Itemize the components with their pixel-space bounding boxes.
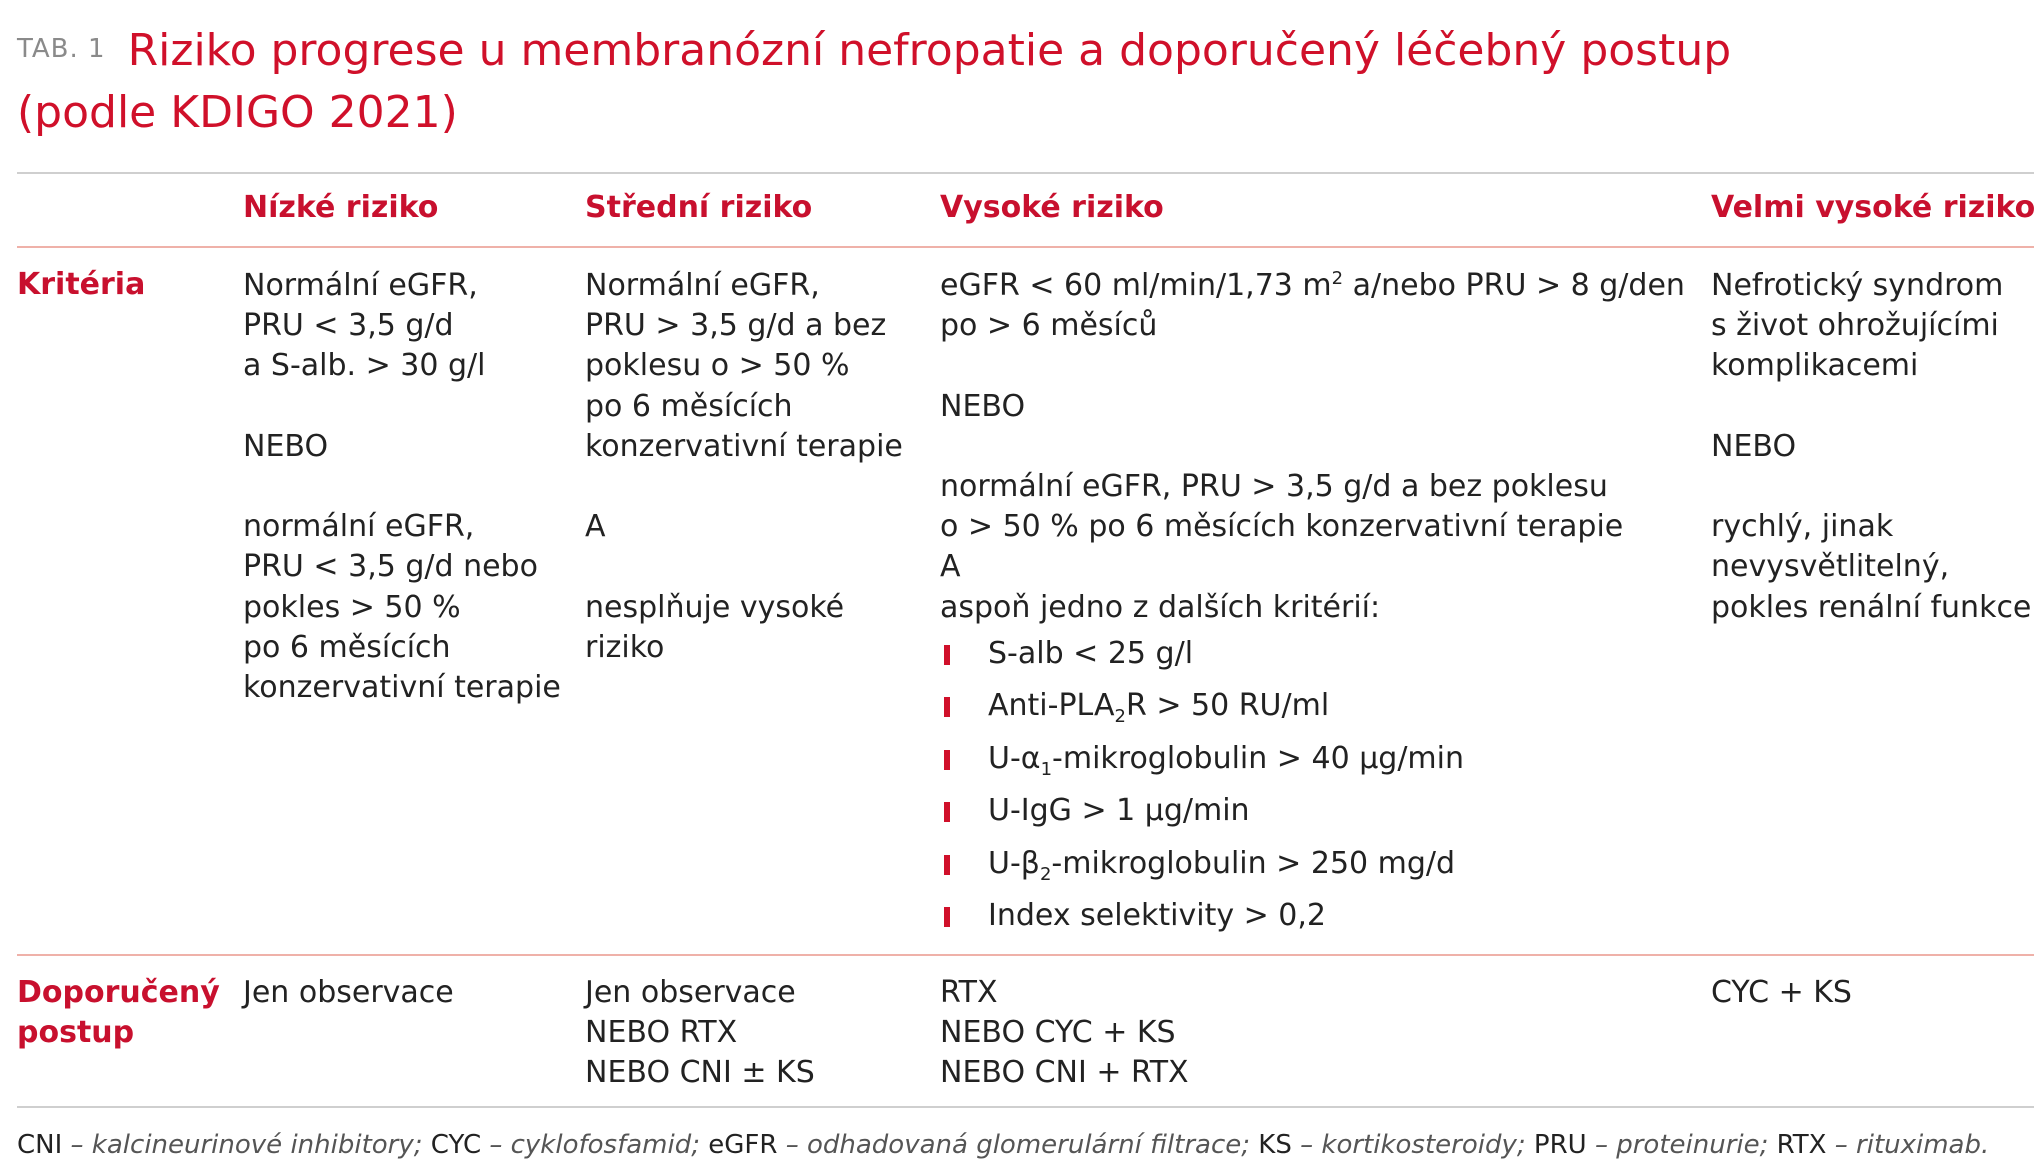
table-title (17, 18, 2017, 144)
footnote-abbr: CNI (17, 1130, 63, 1160)
treatment-line: NEBO CNI + RTX (940, 1055, 1189, 1091)
criteria-line: A (585, 509, 606, 545)
criteria-line: PRU > 3,5 g/d a bez (585, 308, 887, 344)
criteria-low-risk (243, 266, 561, 708)
criteria-line: a S-alb. > 30 g/l (243, 348, 486, 384)
footnote-def: – proteinurie; (1586, 1130, 1777, 1160)
footnote-abbr: KS (1258, 1130, 1292, 1160)
criteria-line: rychlý, jinak (1711, 509, 1894, 545)
criteria-line: nesplňuje vysoké (585, 589, 845, 625)
criteria-line: po 6 měsících (243, 629, 451, 665)
footnote-def: – kalcineurinové inhibitory; (62, 1130, 431, 1160)
top-rule (17, 172, 2034, 174)
criteria-high-risk (940, 266, 1685, 943)
treatment-line: RTX (940, 975, 998, 1010)
list-item (940, 680, 1685, 733)
criteria-line: o > 50 % po 6 měsících konzervativní terapie (940, 509, 1624, 545)
bullet-text: Index selektivity > 0,2 (988, 898, 1326, 934)
criteria-line: komplikacemi (1711, 348, 1919, 384)
bullet-text-post: -mikroglobulin > 40 µg/min (1052, 740, 1465, 776)
footnote (17, 1130, 1989, 1160)
bullet-text-post: R > 50 RU/ml (1125, 688, 1330, 724)
criteria-line (585, 547, 903, 587)
criteria-line (585, 467, 903, 507)
footnote-def: – kortikosteroidy; (1291, 1130, 1534, 1160)
criteria-line: NEBO (1711, 428, 1797, 464)
superscript: 2 (1331, 268, 1344, 289)
footnote-abbr: PRU (1533, 1130, 1587, 1160)
criteria-line (940, 427, 1685, 467)
bullet-marker (944, 645, 950, 665)
treatment-line: NEBO RTX (585, 1015, 738, 1051)
list-item (940, 785, 1685, 838)
criteria-line: pokles > 50 % (243, 589, 461, 625)
header-medium-risk: Střední riziko (585, 190, 813, 225)
criteria-medium-risk (585, 266, 903, 668)
bullet-text-post: -mikroglobulin > 250 mg/d (1051, 845, 1456, 881)
bullet-text: S-alb < 25 g/l (988, 635, 1194, 671)
title-text: Riziko progrese u membranózní nefropatie a doporučený léčebný postup (127, 25, 1732, 76)
title-line-2: (podle KDIGO 2021) (17, 87, 458, 138)
list-item (940, 628, 1685, 681)
subscript: 2 (1039, 863, 1052, 885)
criteria-line (940, 266, 1685, 306)
bullet-text: Anti-PLA (988, 688, 1115, 724)
bullet-text: U-β (988, 845, 1040, 881)
treatment-line: NEBO CYC + KS (940, 1015, 1176, 1051)
criteria-line: PRU < 3,5 g/d (243, 308, 454, 344)
subscript: 1 (1040, 758, 1053, 780)
list-item (940, 838, 1685, 891)
row-label-criteria: Kritéria (17, 267, 146, 302)
bullet-marker (944, 750, 950, 770)
criteria-line: po 6 měsících (585, 388, 793, 424)
criteria-line: riziko (585, 629, 665, 665)
pru-text: a/nebo PRU > 8 g/den (1343, 268, 1685, 303)
criteria-line (1711, 467, 2031, 507)
bullet-marker (944, 697, 950, 717)
criteria-line: Normální eGFR, (243, 268, 478, 303)
row-label-treatment (17, 973, 220, 1053)
list-item (940, 733, 1685, 786)
footnote-abbr: CYC (430, 1130, 482, 1160)
treatment-line: Jen observace (585, 975, 796, 1010)
criteria-line: aspoň jedno z dalších kritérií: (940, 589, 1381, 625)
treatment-line: CYC + KS (1711, 975, 1852, 1010)
criteria-line: Normální eGFR, (585, 268, 820, 303)
criteria-bullet-list (940, 628, 1685, 943)
criteria-line (1711, 387, 2031, 427)
bullet-marker (944, 802, 950, 822)
criteria-line: konzervativní terapie (243, 670, 561, 705)
criteria-line: poklesu o > 50 % (585, 348, 850, 384)
treatment-high-risk (940, 973, 1189, 1094)
footnote-def: – rituximab. (1826, 1130, 1990, 1160)
tab-label: TAB. 1 (17, 34, 106, 64)
footnote-def: – odhadovaná glomerulární filtrace; (777, 1130, 1259, 1160)
row-divider (17, 954, 2034, 956)
footnote-abbr: RTX (1776, 1130, 1827, 1160)
row-label-treatment-line1: Doporučený (17, 975, 220, 1010)
row-label-treatment-line2: postup (17, 1015, 135, 1050)
treatment-low-risk (243, 973, 454, 1013)
header-very-high-risk: Velmi vysoké riziko (1711, 190, 2036, 225)
criteria-line: nevysvětlitelný, (1711, 549, 1950, 585)
header-high-risk: Vysoké riziko (940, 190, 1164, 225)
criteria-line (940, 346, 1685, 386)
treatment-medium-risk (585, 973, 815, 1094)
criteria-line: NEBO (243, 428, 329, 464)
criteria-line: normální eGFR, (243, 509, 475, 545)
criteria-line: Nefrotický syndrom (1711, 268, 2004, 303)
criteria-line: A (940, 549, 961, 585)
criteria-line: po > 6 měsíců (940, 308, 1158, 344)
criteria-line: konzervativní terapie (585, 428, 903, 464)
treatment-very-high-risk (1711, 973, 1852, 1013)
list-item (940, 890, 1685, 943)
egfr-text: eGFR < 60 ml/min/1,73 m (940, 268, 1332, 303)
footnote-abbr: eGFR (708, 1130, 778, 1160)
bottom-rule (17, 1106, 2034, 1108)
header-low-risk: Nízké riziko (243, 190, 439, 225)
treatment-line: NEBO CNI ± KS (585, 1055, 815, 1091)
criteria-line (243, 387, 561, 427)
criteria-line: normální eGFR, PRU > 3,5 g/d a bez poklesu (940, 468, 1608, 504)
header-rule (17, 246, 2034, 248)
criteria-very-high-risk (1711, 266, 2031, 628)
subscript: 2 (1114, 706, 1126, 728)
bullet-marker (944, 907, 950, 927)
criteria-line: PRU < 3,5 g/d nebo (243, 549, 538, 585)
criteria-line: pokles renální funkce (1711, 589, 2032, 625)
criteria-line: s život ohrožujícími (1711, 308, 1999, 344)
bullet-marker (944, 855, 950, 875)
bullet-text: U-α (988, 740, 1041, 776)
criteria-line (243, 467, 561, 507)
treatment-line: Jen observace (243, 975, 454, 1010)
bullet-text: U-IgG > 1 µg/min (988, 793, 1250, 829)
title-line-1 (17, 18, 2017, 82)
criteria-line: NEBO (940, 388, 1026, 424)
footnote-def: – cyklofosfamid; (481, 1130, 709, 1160)
